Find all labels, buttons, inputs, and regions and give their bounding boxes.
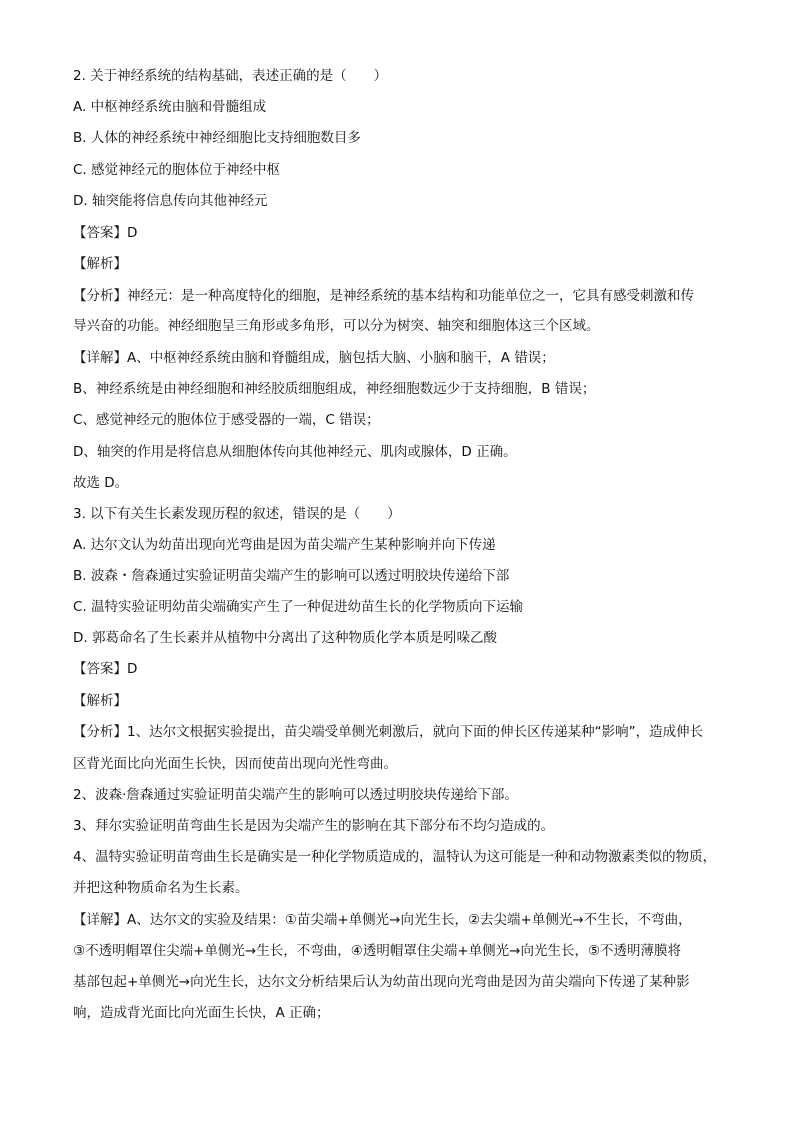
question-3-fenxi-line: 3、拜尔实验证明苗弯曲生长是因为尖端产生的影响在其下部分布不均匀造成的。 <box>73 818 555 834</box>
question-3-fenxi-line: 区背光面比向光面生长快，因而使苗出现向光性弯曲。 <box>73 756 397 772</box>
question-3-answer: 【答案】D <box>73 661 138 677</box>
question-3-detail-line: 基部包起+单侧光→向光生长，达尔文分析结果后认为幼苗出现向光弯曲是因为苗尖端向下传递了某种影 <box>73 974 690 990</box>
question-3-fenxi-line: 4、温特实验证明苗弯曲生长是确实是一种化学物质造成的，温特认为这可能是一种和动物激素类似的物质， <box>73 849 717 865</box>
question-3-detail-line: 响，造成背光面比向光面生长快，A 正确； <box>73 1005 330 1021</box>
question-3-fenxi-line: 【分析】1、达尔文根据实验提出，苗尖端受单侧光刺激后，就向下面的伸长区传递某种“影响”，造成伸长 <box>73 724 704 740</box>
question-2-option-d: D. 轴突能将信息传向其他神经元 <box>73 193 268 209</box>
question-2-fenxi-line: 【分析】神经元：是一种高度特化的细胞，是神经系统的基本结构和功能单位之一，它具有感受刺激和传 <box>73 288 694 304</box>
question-3-option-c: C. 温特实验证明幼苗尖端确实产生了一种促进幼苗生长的化学物质向下运输 <box>73 599 524 615</box>
question-3-detail-line: 【详解】A、达尔文的实验及结果：①苗尖端+单侧光→向光生长，②去尖端+单侧光→不生长，不弯曲， <box>73 912 692 928</box>
question-2-detail-line: C、感觉神经元的胞体位于感受器的一端，C 错误； <box>73 412 380 428</box>
question-2-detail-line: B、神经系统是由神经细胞和神经胶质细胞组成，神经细胞数远少于支持细胞，B 错误； <box>73 381 596 397</box>
question-2-answer: 【答案】D <box>73 225 138 241</box>
question-2-option-a: A. 中枢神经系统由脑和骨髓组成 <box>73 99 267 115</box>
question-3-option-b: B. 波森・詹森通过实验证明苗尖端产生的影响可以透过明胶块传递给下部 <box>73 568 510 584</box>
question-2-detail-line: D、轴突的作用是将信息从细胞体传向其他神经元、肌肉或腺体，D 正确。 <box>73 444 517 460</box>
question-3-option-d: D. 郭葛命名了生长素并从植物中分离出了这种物质化学本质是吲哚乙酸 <box>73 630 497 646</box>
question-2-option-c: C. 感觉神经元的胞体位于神经中枢 <box>73 162 281 178</box>
question-3-fenxi-line: 2、波森·詹森通过实验证明苗尖端产生的影响可以透过明胶块传递给下部。 <box>73 787 518 803</box>
question-2-fenxi-line: 导兴奋的功能。神经细胞呈三角形或多角形，可以分为树突、轴突和细胞体这三个区域。 <box>73 318 600 334</box>
question-3-analysis-label: 【解析】 <box>73 693 127 709</box>
question-2-analysis-label: 【解析】 <box>73 256 127 272</box>
question-2-detail-line: 故选 D。 <box>73 475 129 491</box>
question-2-detail-line: 【详解】A、中枢神经系统由脑和脊髓组成，脑包括大脑、小脑和脑干，A 错误； <box>73 350 555 366</box>
question-3-detail-line: ③不透明帽罩住尖端+单侧光→生长，不弯曲，④透明帽罩住尖端+单侧光→向光生长，⑤不透明薄膜将 <box>73 943 682 959</box>
question-3-fenxi-line: 并把这种物质命名为生长素。 <box>73 880 249 896</box>
question-2-option-b: B. 人体的神经系统中神经细胞比支持细胞数目多 <box>73 130 361 146</box>
question-3-option-a: A. 达尔文认为幼苗出现向光弯曲是因为苗尖端产生某种影响并向下传递 <box>73 537 496 553</box>
question-3-stem: 3. 以下有关生长素发现历程的叙述，错误的是（ ） <box>73 506 401 522</box>
question-2-stem: 2. 关于神经系统的结构基础，表述正确的是（ ） <box>73 68 388 84</box>
